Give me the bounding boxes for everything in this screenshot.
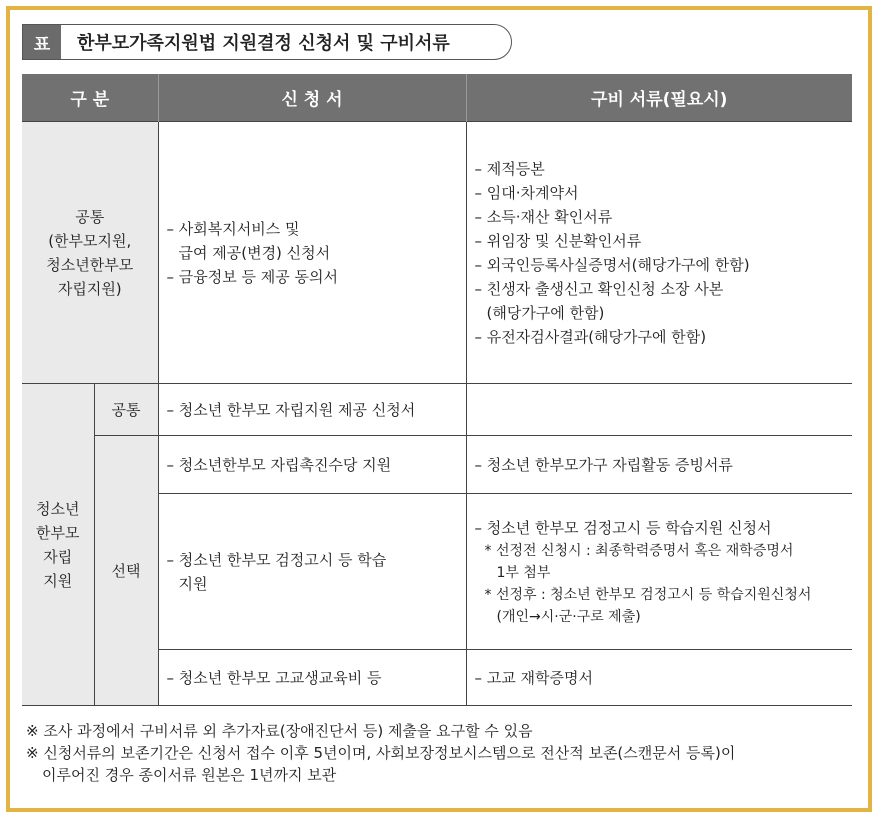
youth-application-0: – 청소년 한부모 자립지원 제공 신청서 bbox=[158, 384, 466, 436]
youth-documents-1: – 청소년 한부모가구 자립활동 증빙서류 bbox=[466, 436, 852, 494]
category-common: 공통 (한부모지원, 청소년한부모 자립지원) bbox=[22, 122, 158, 384]
youth-application-1: – 청소년한부모 자립촉진수당 지원 bbox=[158, 436, 466, 494]
common-applications: – 사회복지서비스 및 급여 제공(변경) 신청서 – 금융정보 등 제공 동의서 bbox=[158, 122, 466, 384]
subcategory-common: 공통 bbox=[94, 384, 158, 436]
common-documents: – 제적등본 – 임대·차계약서 – 소득·재산 확인서류 – 위임장 및 신분확인서류 – 외국인등록사실증명서(해당가구에 한함) – 친생자 출생신고 확인신청 소장 사본 (해당가구에 한함) – 유전자검사결과(해당가구에 한함) bbox=[466, 122, 852, 384]
table-title: 한부모가족지원법 지원결정 신청서 및 구비서류 bbox=[77, 33, 450, 54]
youth-documents-0 bbox=[466, 384, 852, 436]
header-documents: 구비 서류(필요시) bbox=[466, 74, 852, 122]
subcategory-select: 선택 bbox=[94, 436, 158, 706]
table-row-youth-allowance bbox=[22, 436, 852, 494]
header-row bbox=[22, 74, 852, 122]
youth-documents-2: – 청소년 한부모 검정고시 등 학습지원 신청서 * 선정전 신청시 : 최종학력증명서 혹은 재학증명서 1부 첨부 * 선정후 : 청소년 한부모 검정고시 등 학습지원신청서 (개인→시·군·구로 제출) bbox=[466, 494, 852, 650]
table-tag: 표 bbox=[23, 25, 61, 59]
youth-documents-3: – 고교 재학증명서 bbox=[466, 650, 852, 706]
footnote-1: ※ 조사 과정에서 구비서류 외 추가자료(장애진단서 등) 제출을 요구할 수 있음 bbox=[26, 722, 533, 740]
footnote-2-cont: 이루어진 경우 종이서류 원본은 1년까지 보관 bbox=[42, 766, 337, 784]
table-row-youth-common bbox=[22, 384, 852, 436]
youth-application-2: – 청소년 한부모 검정고시 등 학습 지원 bbox=[158, 494, 466, 650]
header-application: 신 청 서 bbox=[158, 74, 466, 122]
category-youth: 청소년 한부모 자립 지원 bbox=[22, 384, 94, 706]
footnote-2: ※ 신청서류의 보존기간은 신청서 접수 이후 5년이며, 사회보장정보시스템으로 전산적 보존(스캔문서 등록)이 bbox=[26, 744, 736, 762]
table-title-bar bbox=[22, 24, 512, 60]
table-row-common bbox=[22, 122, 852, 384]
footnotes bbox=[26, 720, 735, 786]
header-category: 구 분 bbox=[22, 74, 158, 122]
youth-application-3: – 청소년 한부모 고교생교육비 등 bbox=[158, 650, 466, 706]
documents-table bbox=[22, 74, 852, 706]
